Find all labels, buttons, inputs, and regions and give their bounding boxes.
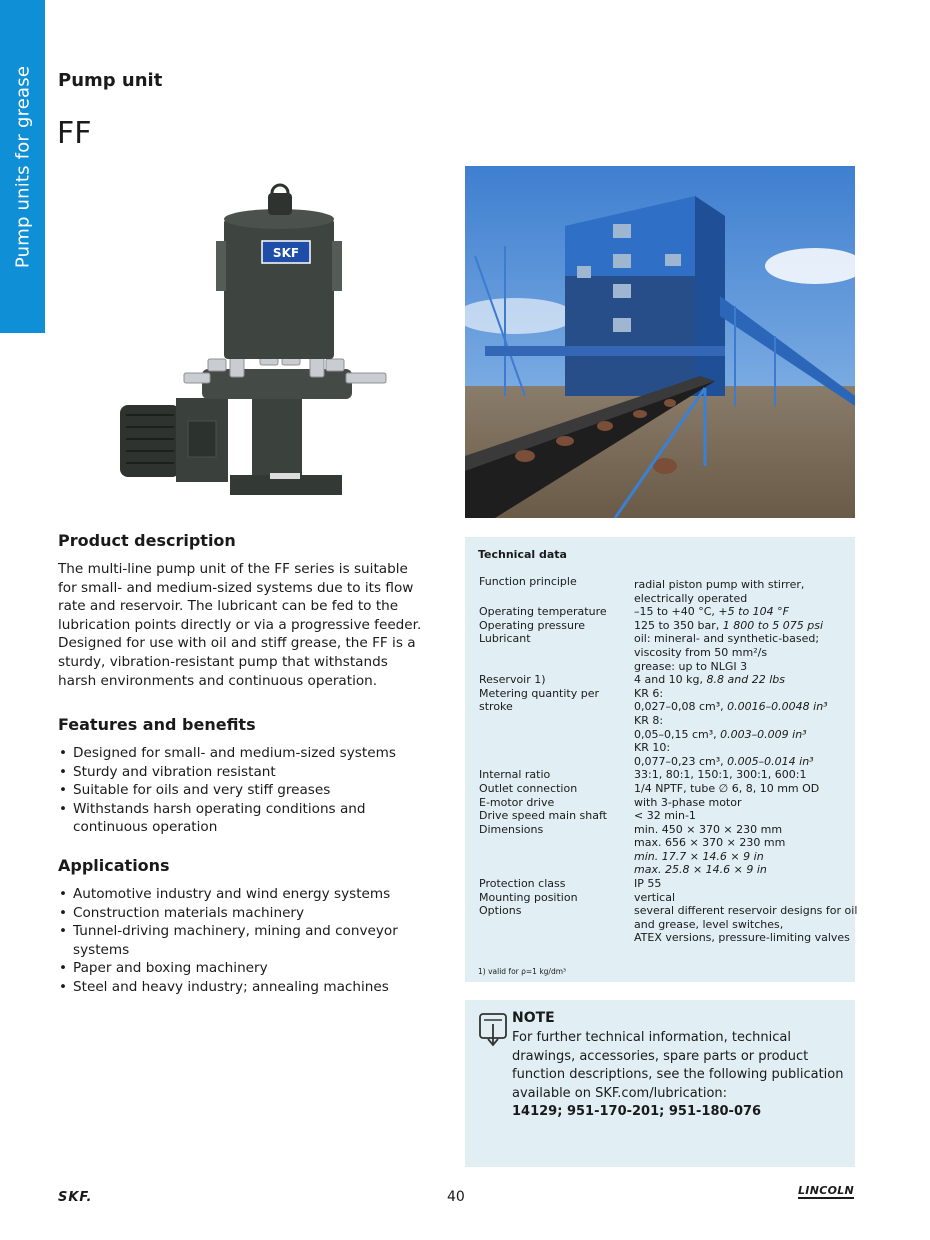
technical-data-label: Operating pressure — [479, 618, 586, 632]
technical-data-row — [479, 632, 849, 673]
technical-data-row — [479, 619, 849, 633]
technical-data-value-line: 1/4 NPTF, tube ∅ 6, 8, 10 mm OD — [634, 781, 820, 795]
applications-list — [58, 885, 438, 997]
technical-data-value-line: several different reservoir designs for oil — [634, 904, 858, 918]
product-title: FF — [57, 116, 92, 151]
technical-data-value-line: min. 450 × 370 × 230 mm — [634, 822, 783, 836]
technical-data-footnote: 1) valid for ρ=1 kg/dm³ — [478, 967, 567, 976]
technical-data-value-line: viscosity from 50 mm²/s — [634, 645, 768, 659]
technical-data-label: Reservoir 1) — [479, 673, 546, 687]
technical-data-label: Function principle — [479, 575, 577, 588]
features-list — [58, 744, 438, 837]
technical-data-row — [479, 904, 858, 945]
list-item: • Sturdy and vibration resistant — [58, 763, 438, 782]
note-text: For further technical information, technical drawings, accessories, spare parts or product function descriptions, see the following publication available on SKF.com/lubrication: — [512, 1030, 844, 1101]
technical-data-label: Dimensions — [479, 822, 544, 836]
technical-data-value — [634, 575, 849, 605]
technical-data-value-line: grease: up to NLGI 3 — [634, 659, 748, 673]
list-item: • Paper and boxing machinery — [58, 959, 438, 978]
technical-data-title: Technical data — [478, 548, 567, 561]
list-item: • Withstands harsh operating conditions and continuous operation — [58, 800, 438, 837]
technical-data-value — [634, 605, 849, 619]
technical-data-value-line: 4 and 10 kg, 8.8 and 22 lbs — [634, 673, 785, 687]
technical-data-label: Lubricant — [479, 632, 531, 646]
site-photo — [465, 166, 855, 518]
technical-data-label: Outlet connection — [479, 781, 578, 795]
technical-data-value-line: min. 17.7 × 14.6 × 9 in — [634, 849, 764, 863]
technical-data-value — [634, 632, 849, 673]
technical-data-row — [479, 782, 849, 796]
technical-data-value — [634, 619, 849, 633]
technical-data-label: Operating temperature — [479, 605, 607, 619]
technical-data-row — [479, 823, 849, 877]
book-icon — [478, 1012, 508, 1048]
note-box — [465, 1000, 855, 1167]
technical-data-row — [479, 575, 849, 605]
skf-logo: SKF. — [58, 1190, 93, 1205]
technical-data-value-line: ATEX versions, pressure-limiting valves — [634, 931, 850, 945]
list-item: • Steel and heavy industry; annealing machines — [58, 978, 438, 997]
technical-data-value-line: 0,027–0,08 cm³, 0.0016–0.0048 in³ — [634, 700, 828, 714]
pump-logo-text: SKF — [272, 246, 300, 260]
page-number: 40 — [447, 1189, 465, 1205]
technical-data-row — [479, 796, 849, 810]
technical-data-row — [479, 605, 849, 619]
technical-data-value-line: radial piston pump with stirrer, — [634, 578, 805, 591]
technical-data-value-line: 0,05–0,15 cm³, 0.003–0.009 in³ — [634, 727, 807, 741]
technical-data-value-line: 0,077–0,23 cm³, 0.005–0.014 in³ — [634, 754, 814, 768]
technical-data-row — [479, 891, 849, 905]
technical-data-row — [479, 877, 849, 891]
technical-data-row — [479, 687, 849, 769]
technical-data-value-line: KR 8: — [634, 713, 664, 727]
lincoln-logo: LINCOLN — [798, 1184, 855, 1197]
technical-data-value — [634, 782, 849, 796]
applications-heading: Applications — [58, 856, 170, 875]
technical-data-value — [634, 768, 849, 782]
features-heading: Features and benefits — [58, 715, 256, 734]
technical-data-value-line: –15 to +40 °C, +5 to 104 °F — [634, 605, 789, 619]
technical-data-value-line: KR 10: — [634, 741, 671, 755]
technical-data-value-line: < 32 min-1 — [634, 809, 696, 823]
technical-data-label: Options — [479, 904, 522, 918]
technical-data-label: Protection class — [479, 877, 566, 891]
side-tab — [0, 0, 45, 333]
product-description-text: The multi-line pump unit of the FF series is suitable for small- and medium-sized systems due to its flow rate and reservoir. The lubricant can be fed to the lubrication points directly or via a progressive feeder. Designed for use with oil and stiff grease, the FF is a sturdy, vibration-resistant pump that withstands harsh environments and continuous operation. — [58, 561, 422, 689]
technical-data-value-line: oil: mineral- and synthetic-based; — [634, 632, 820, 646]
section-label: Pump unit — [58, 70, 163, 91]
list-item: • Designed for small- and medium-sized systems — [58, 744, 438, 763]
technical-data-row — [479, 768, 849, 782]
note-references: 14129; 951-170-201; 951-180-076 — [512, 1104, 762, 1119]
technical-data-value-line: electrically operated — [634, 591, 748, 605]
technical-data-label: Internal ratio — [479, 768, 551, 782]
technical-data-label: Metering quantity per stroke — [479, 686, 599, 714]
technical-data-value-line: 125 to 350 bar, 1 800 to 5 075 psi — [634, 618, 824, 632]
list-item: • Tunnel-driving machinery, mining and conveyor systems — [58, 922, 438, 959]
product-description-heading: Product description — [58, 531, 236, 550]
technical-data-value-line: 33:1, 80:1, 150:1, 300:1, 600:1 — [634, 768, 807, 782]
technical-data-value — [634, 687, 849, 769]
technical-data-value — [634, 891, 849, 905]
technical-data-value-line: vertical — [634, 890, 676, 904]
technical-data-box — [465, 537, 858, 982]
technical-data-value-line: IP 55 — [634, 877, 662, 891]
technical-data-value — [634, 809, 849, 823]
list-item: • Automotive industry and wind energy systems — [58, 885, 438, 904]
technical-data-row — [479, 673, 849, 687]
technical-data-value-line: with 3-phase motor — [634, 795, 742, 809]
technical-data-value-line: KR 6: — [634, 686, 664, 700]
technical-data-value — [634, 673, 849, 687]
technical-data-table — [479, 575, 858, 945]
technical-data-label: E-motor drive — [479, 795, 555, 809]
list-item: • Construction materials machinery — [58, 904, 438, 923]
side-tab-label: Pump units for grease — [12, 65, 33, 268]
technical-data-value — [634, 904, 857, 945]
list-item: • Suitable for oils and very stiff greases — [58, 781, 438, 800]
technical-data-value — [634, 796, 849, 810]
technical-data-label: Mounting position — [479, 890, 578, 904]
technical-data-value-line: max. 656 × 370 × 230 mm — [634, 836, 786, 850]
technical-data-row — [479, 809, 849, 823]
technical-data-value-line: max. 25.8 × 14.6 × 9 in — [634, 863, 767, 877]
technical-data-label: Drive speed main shaft — [479, 809, 607, 823]
technical-data-value-line: and grease, level switches, — [634, 917, 784, 931]
technical-data-value — [634, 877, 849, 891]
technical-data-value — [634, 823, 849, 877]
pump-unit-image — [112, 183, 397, 503]
note-title: NOTE — [512, 1010, 555, 1026]
